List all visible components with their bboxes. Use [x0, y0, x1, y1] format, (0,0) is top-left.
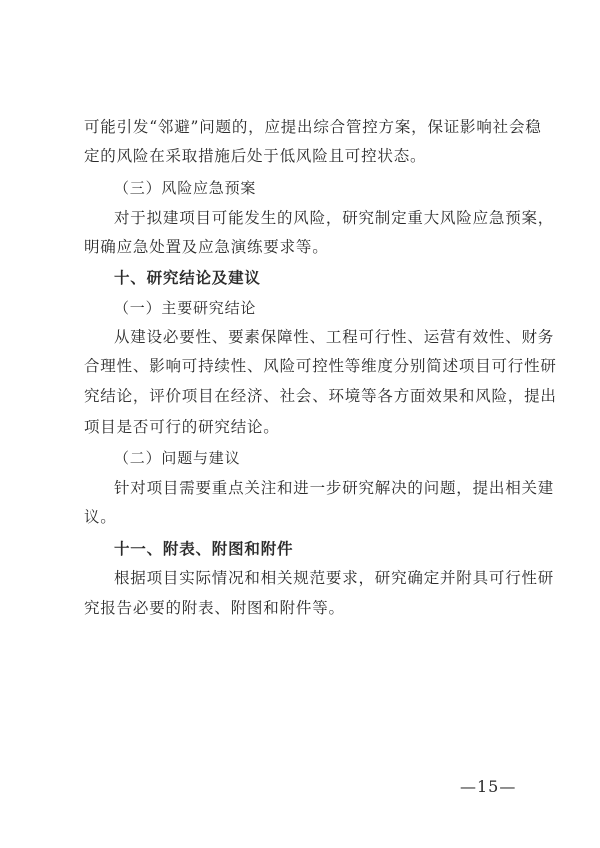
- page-number: —15—: [460, 777, 517, 796]
- subsection-heading: （一）主要研究结论: [114, 299, 257, 317]
- paragraph-line: 究结论，评价项目在经济、社会、环境等各方面效果和风险，提出: [84, 387, 557, 405]
- paragraph-line: 从建设必要性、要素保障性、工程可行性、运营有效性、财务: [114, 328, 555, 346]
- paragraph-line: 议。: [84, 508, 117, 526]
- paragraph-line: 根据项目实际情况和相关规范要求，研究确定并附具可行性研: [114, 569, 555, 587]
- paragraph-line: 针对项目需要重点关注和进一步研究解决的问题，提出相关建: [114, 479, 555, 497]
- paragraph-line: 项目是否可行的研究结论。: [84, 418, 280, 436]
- paragraph-line: 对于拟建项目可能发生的风险，研究制定重大风险应急预案，: [114, 209, 555, 227]
- paragraph-line: 定的风险在采取措施后处于低风险且可控状态。: [84, 147, 427, 165]
- paragraph-line: 可能引发“邻避”问题的，应提出综合管控方案，保证影响社会稳: [84, 118, 542, 136]
- subsection-heading: （二）问题与建议: [114, 449, 241, 467]
- subsection-heading: （三）风险应急预案: [114, 179, 257, 197]
- section-heading: 十一、附表、附图和附件: [114, 540, 294, 558]
- section-heading: 十、研究结论及建议: [114, 269, 261, 287]
- paragraph-line: 明确应急处置及应急演练要求等。: [84, 238, 329, 256]
- paragraph-line: 合理性、影响可持续性、风险可控性等维度分别简述项目可行性研: [84, 357, 557, 375]
- paragraph-line: 究报告必要的附表、附图和附件等。: [84, 599, 345, 617]
